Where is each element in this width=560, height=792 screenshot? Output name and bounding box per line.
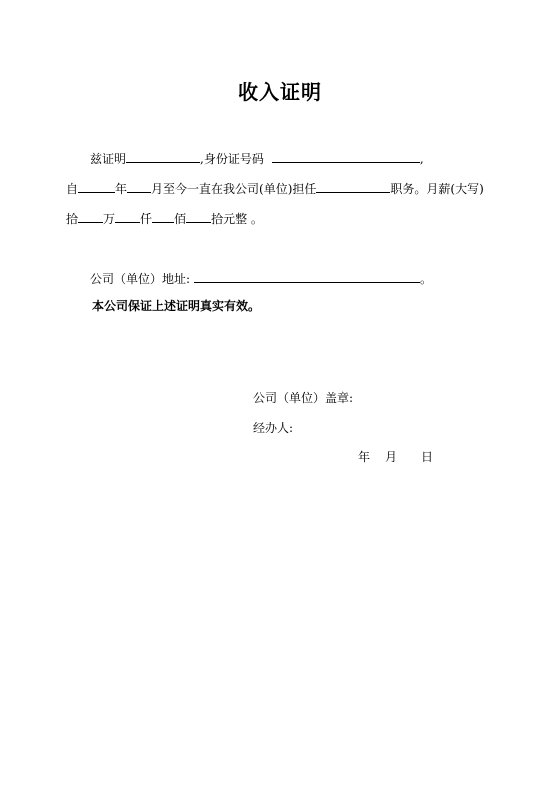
qian-blank[interactable] <box>115 210 140 223</box>
address-blank[interactable] <box>194 270 420 283</box>
guarantee-statement: 本公司保证上述证明真实有效。 <box>92 299 261 313</box>
id-number-label: ,身份证号码 <box>200 152 264 166</box>
address-label: 公司（单位）地址: <box>90 272 191 286</box>
certify-line <box>90 150 424 167</box>
employment-text: 月至今一直在我公司(单位)担任 <box>151 182 317 196</box>
yuan-label: 拾元整 。 <box>211 212 263 226</box>
date-year-label: 年 <box>358 450 371 464</box>
qian-label: 仟 <box>140 212 153 226</box>
line1-comma: , <box>419 152 424 166</box>
date-month-label: 月 <box>385 450 398 464</box>
seal-label: 公司（单位）盖章: <box>253 391 354 405</box>
year-label: 年 <box>115 182 128 196</box>
salary-label: 职务。月薪(大写) <box>390 182 484 196</box>
document-title: 收入证明 <box>238 80 322 104</box>
month-blank[interactable] <box>127 180 151 193</box>
handler-label: 经办人: <box>253 421 294 435</box>
employment-line <box>66 180 484 197</box>
certify-label: 兹证明 <box>90 152 127 166</box>
from-label: 自 <box>66 182 79 196</box>
shi-blank[interactable] <box>186 210 211 223</box>
shi-wan-blank[interactable] <box>78 210 103 223</box>
address-end: 。 <box>420 272 433 286</box>
wan-label: 万 <box>103 212 116 226</box>
id-number-blank[interactable] <box>272 150 420 163</box>
year-blank[interactable] <box>78 180 115 193</box>
address-line <box>90 270 432 287</box>
name-blank[interactable] <box>126 150 200 163</box>
bai-label: 佰 <box>174 212 187 226</box>
position-blank[interactable] <box>316 180 390 193</box>
salary-amount-line <box>66 210 263 227</box>
date-day-label: 日 <box>421 450 434 464</box>
bai-blank[interactable] <box>152 210 174 223</box>
shi-wan-label: 拾 <box>66 212 79 226</box>
